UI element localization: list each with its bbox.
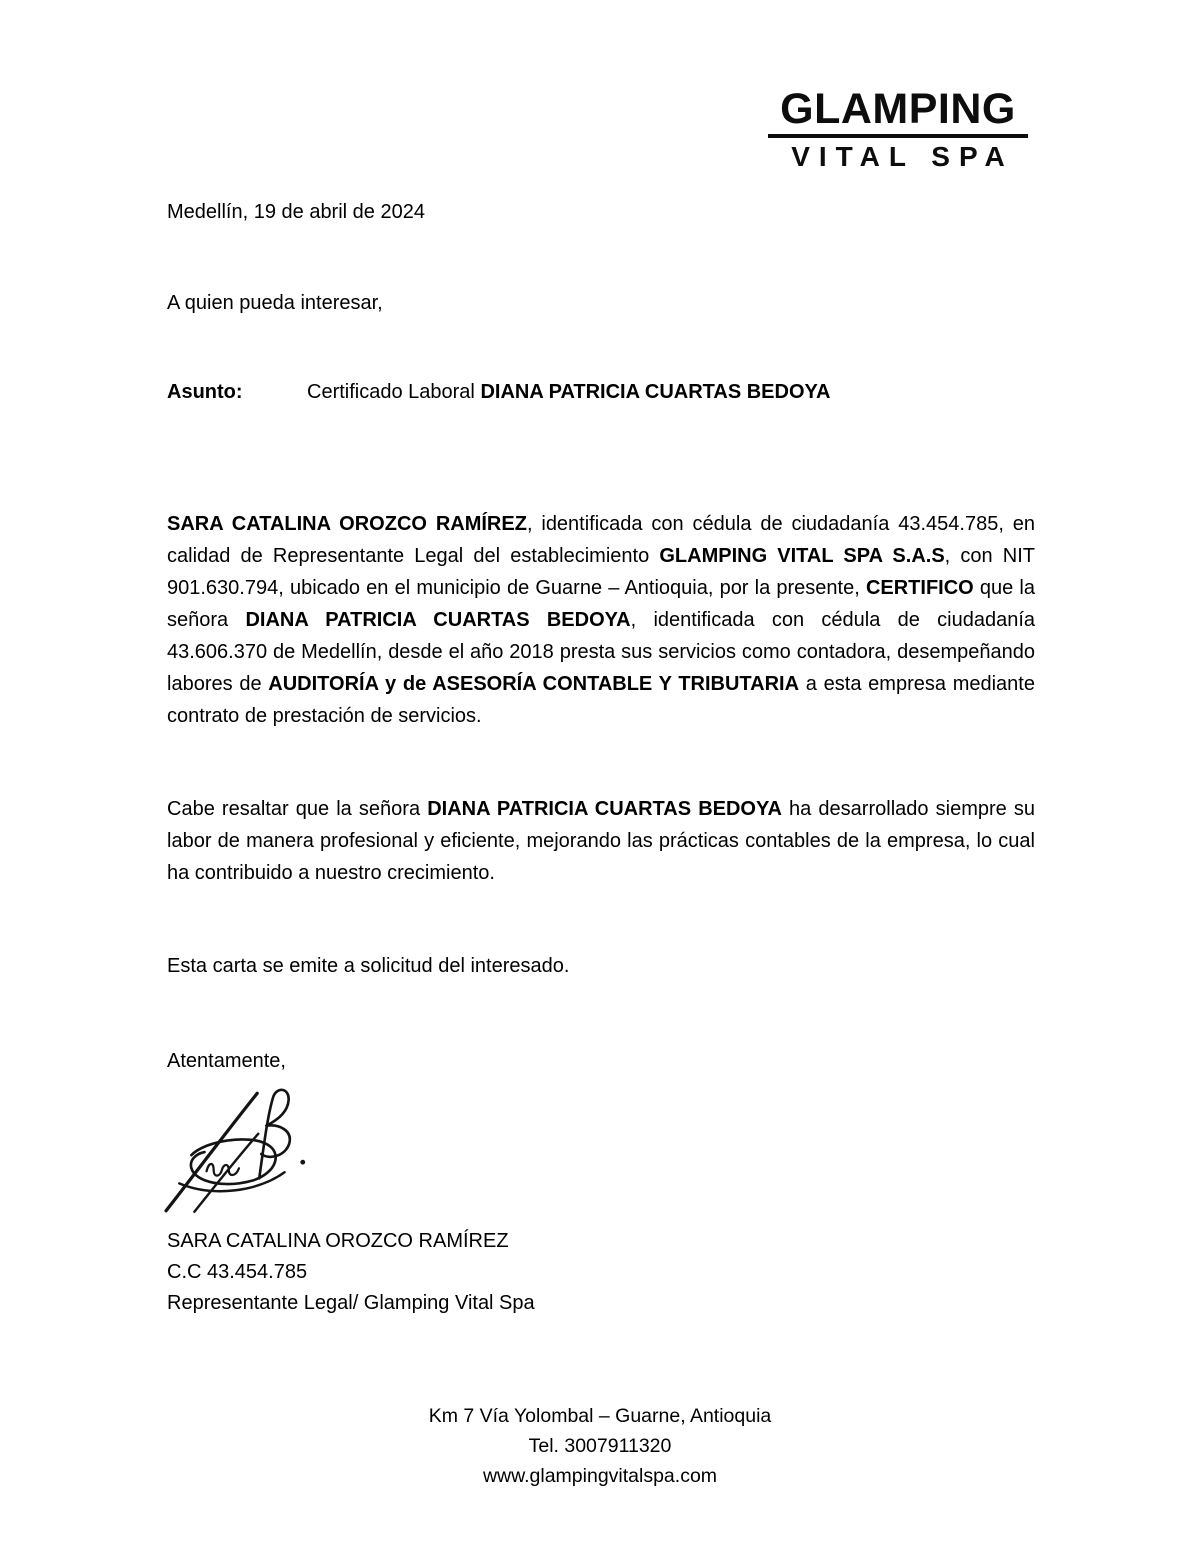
signer-id: C.C 43.454.785: [167, 1261, 308, 1283]
page-footer: [0, 1401, 1200, 1491]
closing-line: Esta carta se emite a solicitud del interesado.: [167, 955, 570, 977]
date-line: Medellín, 19 de abril de 2024: [167, 201, 425, 223]
company-logo: [768, 85, 1028, 172]
signer-block: [167, 1226, 1035, 1319]
body-paragraph-1: SARA CATALINA OROZCO RAMÍREZ, identificada con cédula de ciudadanía 43.454.785, en calidad de Representante Legal del establecimiento GLAMPING VITAL SPA S.A.S, con NIT 901.630.794, ubicado en el municipio de Guarne – Antioquia, por la presente, CERTIFICO que la señora DIANA PATRICIA CUARTAS BEDOYA, identificada con cédula de ciudadanía 43.606.370 de Medellín, desde el año 2018 presta sus servicios como contadora, desempeñando labores de AUDITORÍA y de ASESORÍA CONTABLE Y TRIBUTARIA a esta empresa mediante contrato de prestación de servicios.: [167, 513, 1036, 727]
subject-label: Asunto:: [167, 381, 243, 403]
valediction-line: Atentamente,: [167, 1050, 286, 1072]
footer-address: Km 7 Vía Yolombal – Guarne, Antioquia: [428, 1405, 772, 1427]
logo-divider-rule: [768, 134, 1028, 138]
subject-employee-name: DIANA PATRICIA CUARTAS BEDOYA: [480, 381, 831, 403]
footer-phone: Tel. 3007911320: [528, 1435, 672, 1457]
signer-role: Representante Legal/ Glamping Vital Spa: [167, 1292, 535, 1314]
salutation-line: A quien pueda interesar,: [167, 292, 383, 314]
logo-wordmark-top: GLAMPING: [780, 85, 1016, 133]
subject-text: [307, 376, 830, 408]
signature-image: [160, 1083, 322, 1215]
logo-wordmark-bottom: VITAL SPA: [791, 141, 1014, 172]
body-paragraph-2: Cabe resaltar que la señora DIANA PATRICIA CUARTAS BEDOYA ha desarrollado siempre su labor de manera profesional y eficiente, mejorando las prácticas contables de la empresa, lo cual ha contribuido a nuestro crecimiento.: [167, 798, 1036, 884]
signer-name: SARA CATALINA OROZCO RAMÍREZ: [167, 1230, 509, 1252]
subject-prefix: Certificado Laboral: [307, 381, 481, 403]
subject-line: [167, 376, 1035, 408]
footer-website: www.glampingvitalspa.com: [482, 1465, 718, 1487]
